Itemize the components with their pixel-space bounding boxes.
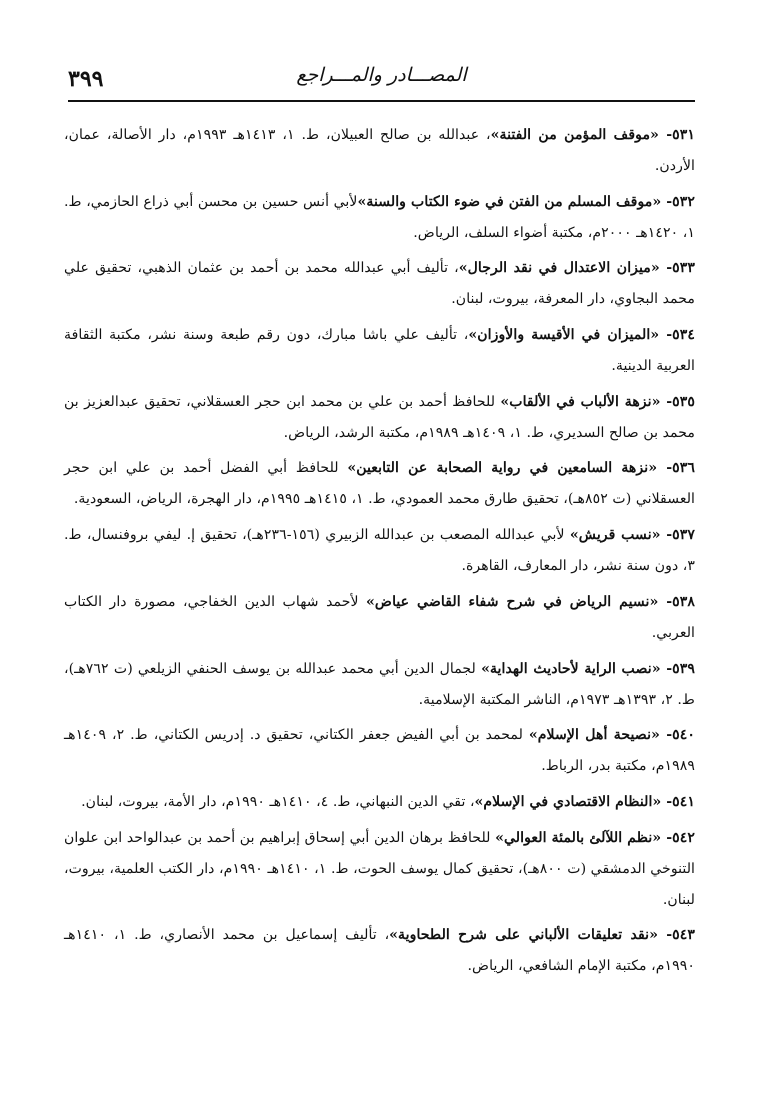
entry-number: ٥٣٣-: [659, 260, 695, 277]
entry-text: لجمال الدين أبي محمد عبدالله بن يوسف الحنفي الزيلعي (ت ٧٦٢هـ)، ط. ٢، ١٣٩٣هـ ١٩٧٣م، الناشر المكتبة الإسلامية.: [64, 660, 695, 708]
entry-title: «نظم اللآلئ بالمئة العوالي»: [495, 829, 662, 846]
entry-title: «موقف المسلم من الفتن في ضوء الكتاب والسنة»: [357, 193, 662, 210]
entry-title: «نزهة الألباب في الألقاب»: [500, 393, 661, 410]
entry-number: ٥٣٥-: [660, 393, 695, 410]
entry-text: ، تأليف أبي عبدالله محمد بن أحمد بن عثمان الذهبي، تحقيق علي محمد البجاوي، دار المعرفة، بيروت، لبنان.: [64, 260, 695, 308]
entry-number: ٥٤٣-: [657, 927, 696, 944]
bibliography-entry-541: [64, 787, 695, 818]
page-number: ٣٩٩: [68, 66, 104, 92]
entry-title: «النظام الاقتصادي في الإسلام»: [474, 793, 662, 810]
bibliography-list: [64, 120, 695, 987]
entry-title: «نسيم الرياض في شرح شفاء القاضي عياض»: [366, 593, 659, 610]
bibliography-entry-536: [64, 453, 695, 515]
entry-text: لأحمد شهاب الدين الخفاجي، مصورة دار الكتاب العربي.: [64, 593, 695, 641]
bibliography-entry-533: [64, 253, 695, 315]
entry-title: «نسب قريش»: [569, 527, 661, 544]
entry-number: ٥٣٧-: [660, 527, 696, 544]
bibliography-entry-543: [64, 920, 695, 982]
bibliography-entry-538: [64, 587, 695, 649]
entry-text: للحافظ أحمد بن علي بن محمد ابن حجر العسقلاني، تحقيق عبدالعزيز بن محمد بن صالح السديري، ط. ١، ١٤٠٩هـ ١٩٨٩م، مكتبة الرشد، الرياض.: [64, 393, 695, 441]
bibliography-entry-537: [64, 520, 695, 582]
page-header: [68, 60, 695, 102]
bibliography-entry-531: [64, 120, 695, 182]
entry-number: ٥٤٠-: [659, 727, 696, 744]
entry-text: لمحمد بن أبي الفيض جعفر الكتاني، تحقيق د. إدريس الكتاني، ط. ٢، ١٤٠٩هـ ١٩٨٩م، مكتبة بدر، الرباط.: [64, 727, 695, 775]
entry-text: ، تأليف علي باشا مبارك، دون رقم طبعة وسنة نشر، مكتبة الثقافة العربية الدينية.: [64, 327, 695, 375]
entry-text: لأبي عبدالله المصعب بن عبدالله الزبيري (١٥٦-٢٣٦هـ)، تحقيق إ. ليفي بروفنسال، ط. ٣، دون سنة نشر، دار المعارف، القاهرة.: [64, 527, 695, 575]
entry-title: «نزهة السامعين في رواية الصحابة عن التابعين»: [347, 460, 658, 477]
entry-title: «نقد تعليقات الألباني على شرح الطحاوية»: [389, 927, 658, 944]
entry-text: للحافظ برهان الدين أبي إسحاق إبراهيم بن أحمد بن عبدالواحد ابن علوان التنوخي الدمشقي (ت ٨٠٠هـ)، تحقيق كمال يوسف الحوت، ط. ١، ١٤١٠هـ ١٩٩٠م، دار الكتب العلمية، بيروت، لبنان.: [64, 829, 695, 908]
entry-title: «نصب الراية لأحاديث الهداية»: [481, 660, 661, 677]
entry-number: ٥٣٨-: [658, 593, 695, 610]
bibliography-entry-532: [64, 187, 695, 249]
bibliography-entry-535: [64, 387, 695, 449]
entry-text: للحافظ أبي الفضل أحمد بن علي ابن حجر العسقلاني (ت ٨٥٢هـ)، تحقيق طارق محمد العمودي، ط. ١، ١٤١٥هـ ١٩٩٥م، دار الهجرة، الرياض، السعودية.: [64, 460, 695, 508]
entry-title: «نصيحة أهل الإسلام»: [528, 727, 660, 744]
entry-number: ٥٣٢-: [661, 193, 696, 210]
entry-number: ٥٣٩-: [660, 660, 695, 677]
entry-number: ٥٤١-: [661, 793, 695, 810]
entry-number: ٥٣٤-: [659, 327, 695, 344]
running-title: المصـــادر والمـــراجع: [296, 64, 467, 86]
entry-number: ٥٤٢-: [661, 829, 696, 846]
entry-text: ، تقي الدين النبهاني، ط. ٤، ١٤١٠هـ ١٩٩٠م، دار الأمة، بيروت، لبنان.: [81, 793, 475, 810]
bibliography-entry-534: [64, 320, 695, 382]
bibliography-entry-540: [64, 720, 695, 782]
entry-title: «ميزان الاعتدال في نقد الرجال»: [458, 260, 660, 277]
entry-title: «الميزان في الأقيسة والأوزان»: [468, 327, 660, 344]
entry-text: ، عبدالله بن صالح العبيلان، ط. ١، ١٤١٣هـ ١٩٩٣م، دار الأصالة، عمان، الأردن.: [64, 127, 695, 174]
bibliography-entry-542: [64, 823, 695, 916]
entry-number: ٥٣١-: [658, 127, 695, 143]
entry-number: ٥٣٦-: [657, 460, 695, 477]
bibliography-entry-539: [64, 654, 695, 716]
entry-text: ، تأليف إسماعيل بن محمد الأنصاري، ط. ١، ١٤١٠هـ ١٩٩٠م، مكتبة الإمام الشافعي، الرياض.: [64, 927, 695, 975]
entry-title: «موقف المؤمن من الفتنة»: [490, 127, 659, 143]
entry-text: لأبي أنس حسين بن محسن أبي ذراع الحازمي، ط. ١، ١٤٢٠هـ ٢٠٠٠م، مكتبة أضواء السلف، الرياض.: [64, 193, 695, 241]
